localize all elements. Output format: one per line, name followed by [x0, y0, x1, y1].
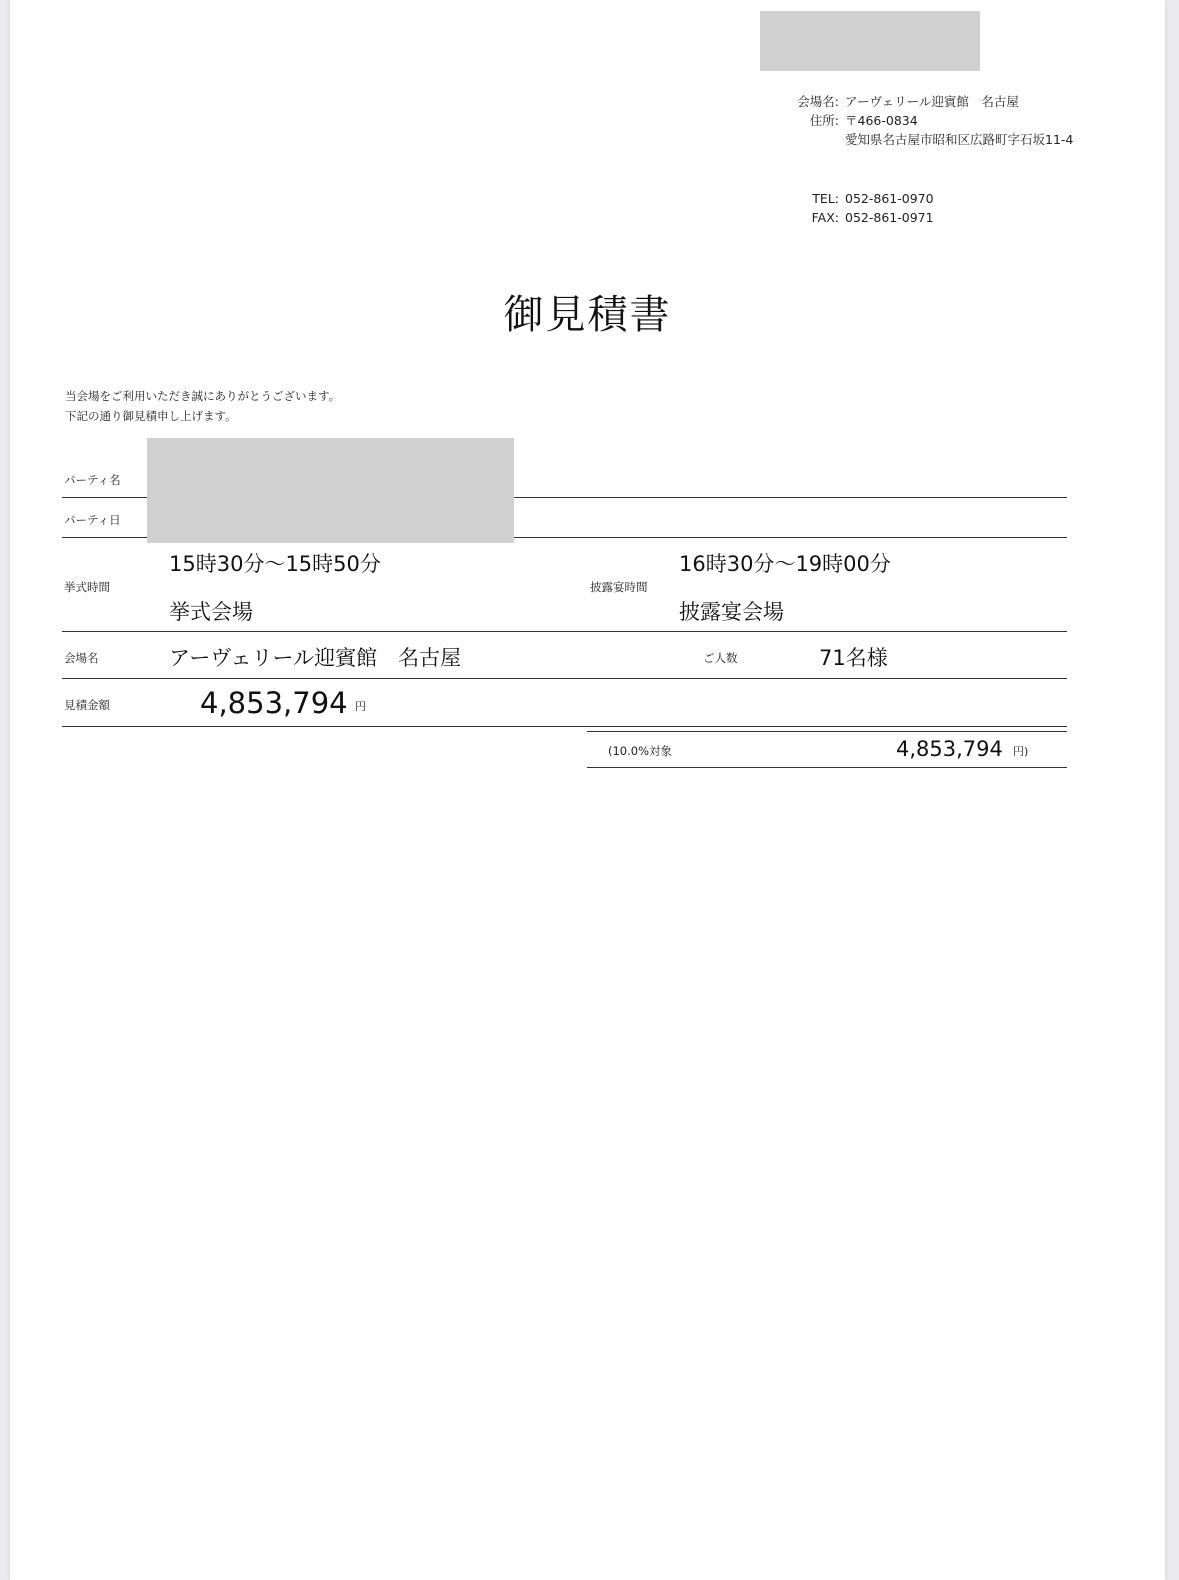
guests-count: 71名様 — [819, 646, 888, 670]
greeting-line-2: 下記の通り御見積申し上げます。 — [65, 409, 237, 423]
venue-tel: 052-861-0970 — [845, 191, 934, 206]
divider-venue — [62, 678, 1067, 679]
party-date-label: パーティ日 — [64, 513, 121, 527]
venue-address-label: 住所: — [809, 113, 839, 128]
venue-info — [797, 92, 1074, 227]
estimate-page — [10, 0, 1165, 1580]
venue-fax-label: FAX: — [811, 210, 839, 225]
estimate-label: 見積金額 — [64, 698, 110, 712]
reception-time-label: 披露宴時間 — [590, 580, 648, 594]
guests-label: ご人数 — [703, 651, 738, 665]
greeting — [65, 386, 340, 426]
estimate-amount: 4,853,794 — [200, 686, 348, 720]
venue-name-row — [797, 92, 1073, 111]
party-name-label: パーティ名 — [64, 473, 121, 487]
redacted-party-box — [147, 438, 514, 543]
venue-tel-label: TEL: — [812, 191, 839, 206]
redacted-header-box — [760, 11, 980, 71]
venue-address: 愛知県名古屋市昭和区広路町字石坂11-4 — [845, 132, 1074, 147]
venue-tel-row — [812, 189, 1073, 208]
page-title: 御見積書 — [503, 292, 672, 338]
ceremony-time: 15時30分～15時50分 — [169, 552, 381, 576]
venue-fax: 052-861-0971 — [845, 210, 934, 225]
ceremony-venue: 挙式会場 — [169, 600, 253, 624]
reception-time: 16時30分～19時00分 — [679, 552, 891, 576]
venue-name-field-label: 会場名 — [64, 651, 99, 665]
tax-yen: 円) — [1013, 745, 1029, 758]
ceremony-time-label: 挙式時間 — [64, 580, 110, 594]
venue-address-row — [809, 111, 1073, 130]
venue-name-field: アーヴェリール迎賓館 名古屋 — [169, 646, 462, 670]
venue-name-label: 会場名: — [797, 94, 839, 109]
venue-postal: 〒466-0834 — [845, 113, 918, 128]
venue-name: アーヴェリール迎賓館 名古屋 — [845, 94, 1019, 109]
venue-fax-row — [811, 208, 1073, 227]
tax-label: (10.0%対象 — [608, 744, 673, 758]
tax-amount: 4,853,794 — [896, 737, 1003, 761]
reception-venue: 披露宴会場 — [679, 600, 784, 624]
divider-tax-bottom — [587, 767, 1067, 768]
venue-address-line — [845, 130, 1073, 149]
divider-estimate — [62, 726, 1067, 727]
estimate-yen: 円 — [355, 700, 366, 713]
divider-tax-top — [587, 731, 1067, 732]
greeting-line-1: 当会場をご利用いただき誠にありがとうございます。 — [65, 389, 341, 403]
divider-times — [62, 631, 1067, 632]
